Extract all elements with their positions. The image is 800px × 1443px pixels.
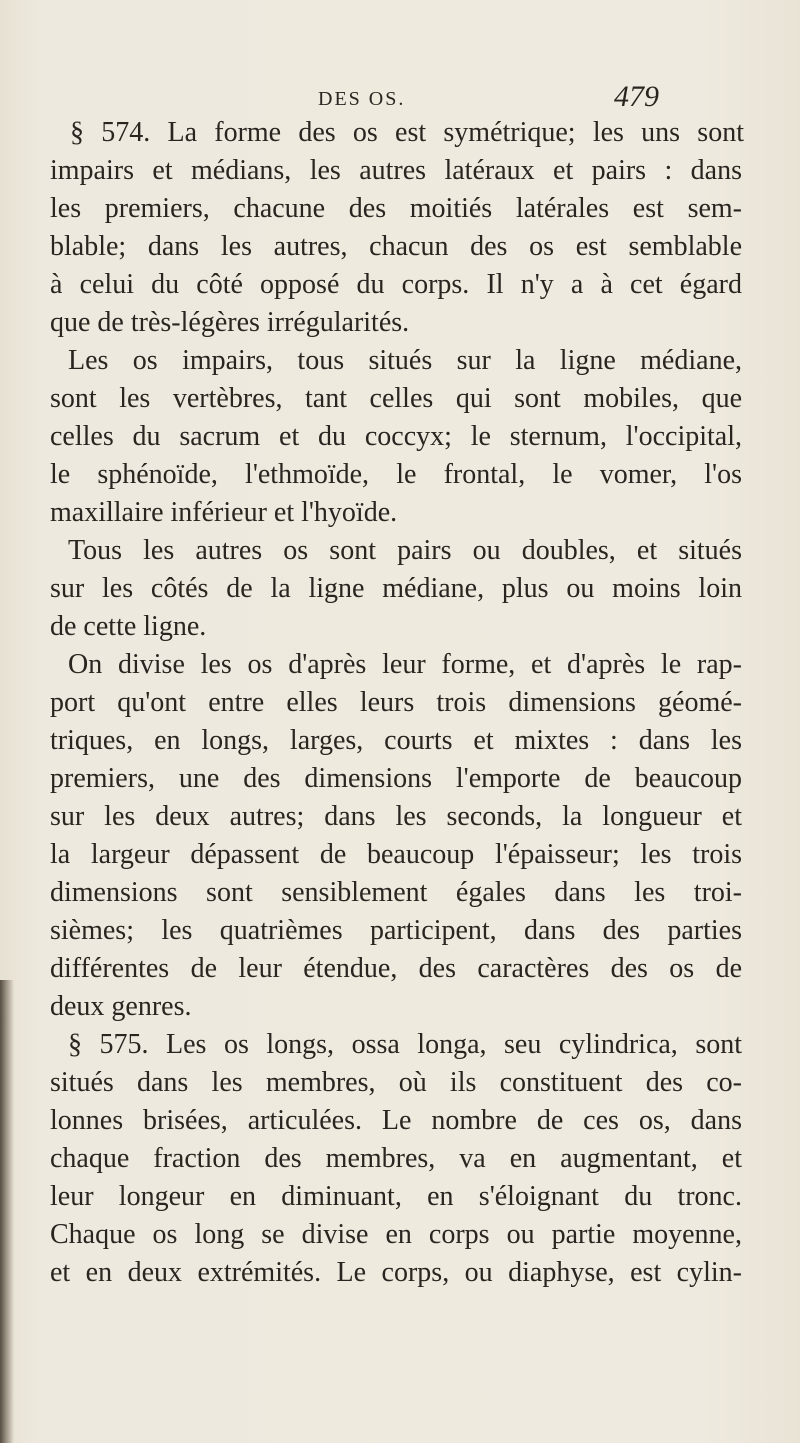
text-line: que de très-légères irrégularités.	[50, 307, 410, 338]
text-line: § 575. Les os longs, ossa longa, seu cylindrica, sont	[68, 1029, 742, 1060]
text-line: On divise les os d'après leur forme, et d'après le rap-	[68, 649, 742, 680]
text-line: maxillaire inférieur et l'hyoïde.	[50, 497, 398, 528]
text-line: et en deux extrémités. Le corps, ou diaphyse, est cylin-	[50, 1257, 742, 1288]
text-line: différentes de leur étendue, des caractères des os de	[50, 953, 742, 984]
text-line: les premiers, chacune des moitiés latérales est sem-	[50, 193, 742, 224]
text-line: Chaque os long se divise en corps ou partie moyenne,	[50, 1219, 742, 1250]
page-edge-shadow	[0, 980, 14, 1443]
text-line: situés dans les membres, où ils constituent des co-	[50, 1067, 742, 1098]
text-line: Tous les autres os sont pairs ou doubles, et situés	[68, 535, 742, 566]
running-head: DES OS.	[318, 88, 406, 110]
text-line: lonnes brisées, articulées. Le nombre de ces os, dans	[50, 1105, 742, 1136]
text-line: sur les côtés de la ligne médiane, plus ou moins loin	[50, 573, 742, 604]
text-line: port qu'ont entre elles leurs trois dimensions géomé-	[50, 687, 742, 718]
text-line: leur longeur en diminuant, en s'éloignant du tronc.	[50, 1181, 742, 1212]
text-line: sièmes; les quatrièmes participent, dans des parties	[50, 915, 742, 946]
text-line: deux genres.	[50, 991, 192, 1022]
text-line: à celui du côté opposé du corps. Il n'y a à cet égard	[50, 269, 742, 300]
text-line: blable; dans les autres, chacun des os est semblable	[50, 231, 742, 262]
text-line: impairs et médians, les autres latéraux et pairs : dans	[50, 155, 742, 186]
text-line: sur les deux autres; dans les seconds, la longueur et	[50, 801, 742, 832]
text-line: Les os impairs, tous situés sur la ligne médiane,	[68, 345, 742, 376]
page-number: 479	[614, 80, 659, 113]
text-line: premiers, une des dimensions l'emporte de beaucoup	[50, 763, 742, 794]
text-line: dimensions sont sensiblement égales dans les troi-	[50, 877, 742, 908]
text-line: le sphénoïde, l'ethmoïde, le frontal, le vomer, l'os	[50, 459, 742, 490]
text-line: chaque fraction des membres, va en augmentant, et	[50, 1143, 742, 1174]
text-line: la largeur dépassent de beaucoup l'épaisseur; les trois	[50, 839, 742, 870]
text-line: celles du sacrum et du coccyx; le sternum, l'occipital,	[50, 421, 742, 452]
text-line: triques, en longs, larges, courts et mixtes : dans les	[50, 725, 742, 756]
text-line: de cette ligne.	[50, 611, 207, 642]
text-line: sont les vertèbres, tant celles qui sont mobiles, que	[50, 383, 742, 414]
text-line: § 574. La forme des os est symétrique; les uns sont	[70, 117, 744, 148]
